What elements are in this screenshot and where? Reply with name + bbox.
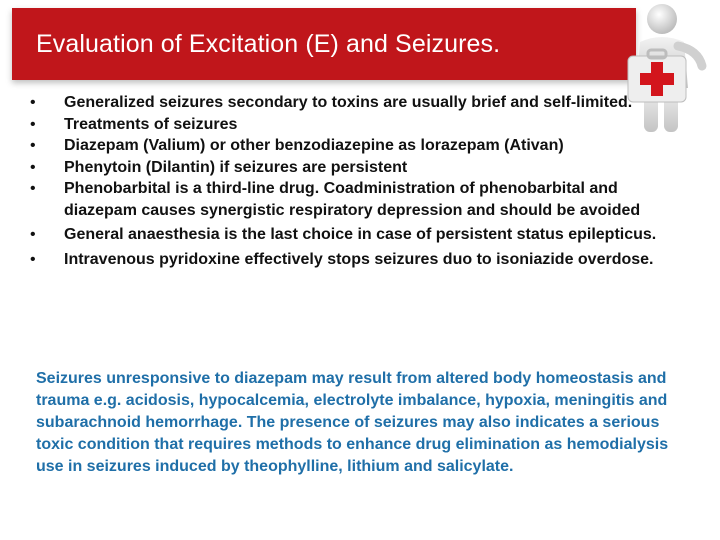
- bullet-item: [28, 114, 688, 136]
- bullet-item: [28, 178, 688, 221]
- bullet-dot: •: [30, 180, 36, 197]
- bullet-text: Diazepam (Valium) or other benzodiazepine as lorazepam (Ativan): [64, 137, 564, 154]
- bullet-item: [28, 224, 688, 246]
- bullet-dot: •: [30, 158, 36, 176]
- bullet-dot: •: [30, 115, 36, 133]
- summary-paragraph: Seizures unresponsive to diazepam may result from altered body homeostasis and trauma e.g. acidosis, hypocalcemia, electrolyte imbalance, hypoxia, meningitis and subarachnoid hemorrhage. The presence of seizures may also indicates a serious toxic condition that requires methods to enhance drug elimination as hemodialysis use in seizures induced by theophylline, lithium and salicylate.: [36, 370, 669, 475]
- bullet-text: Phenobarbital is a third-line drug. Coadministration of phenobarbital and diazepam causes synergistic respiratory depression and should be avoided: [64, 180, 641, 219]
- title-bar: [12, 8, 636, 80]
- bullet-item: [28, 157, 688, 179]
- bullet-text: Intravenous pyridoxine effectively stops seizures duo to isoniazide overdose.: [64, 250, 654, 268]
- bullet-dot: •: [30, 250, 36, 268]
- bullet-text: Phenytoin (Dilantin) if seizures are persistent: [64, 158, 408, 176]
- bullet-text: Treatments of seizures: [64, 115, 238, 133]
- bullet-dot: •: [30, 226, 36, 243]
- slide-title: Evaluation of Excitation (E) and Seizures.: [36, 30, 501, 58]
- bullet-item: [28, 92, 688, 114]
- bullet-text: Generalized seizures secondary to toxins are usually brief and self-limited.: [64, 94, 633, 111]
- bullet-item: [28, 249, 688, 271]
- bullet-item: [28, 135, 688, 157]
- bullet-text: General anaesthesia is the last choice in case of persistent status epilepticus.: [64, 226, 657, 243]
- bullet-list: [28, 92, 688, 270]
- bullet-dot: •: [30, 94, 36, 111]
- bullet-dot: •: [30, 137, 36, 154]
